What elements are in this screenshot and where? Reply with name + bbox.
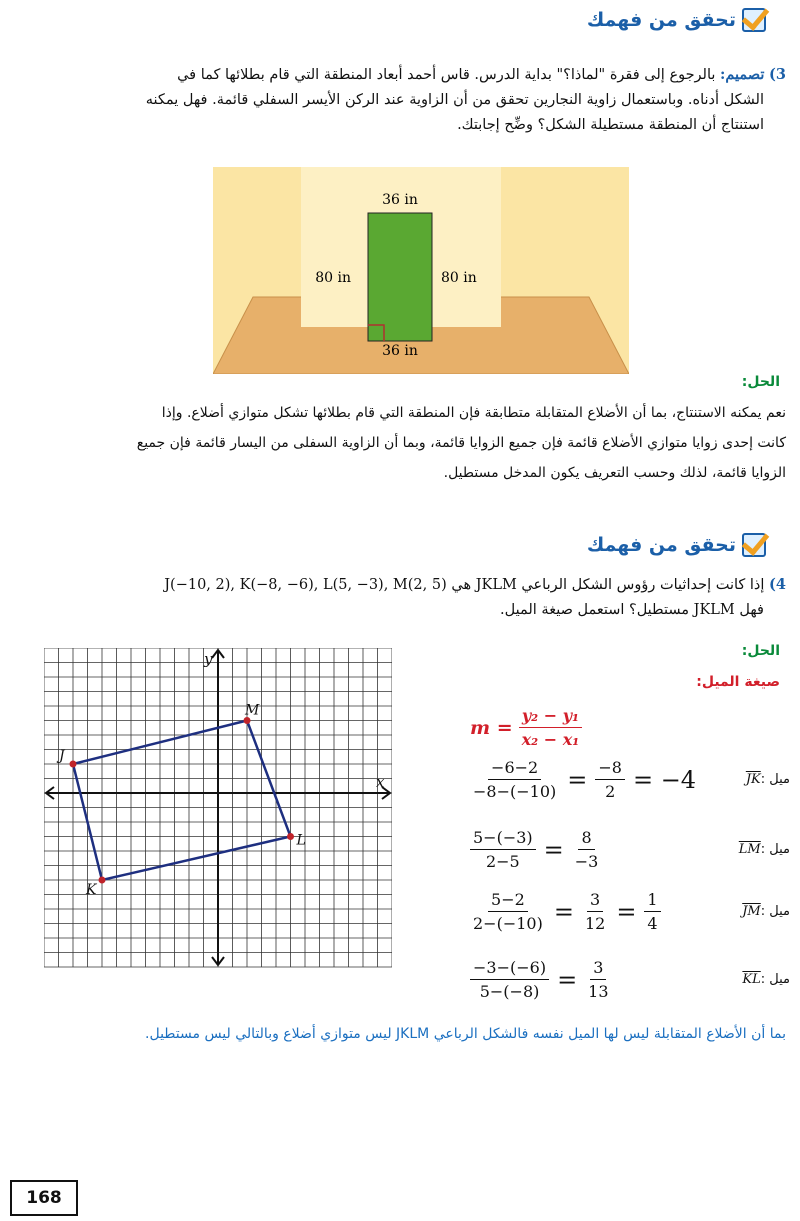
question-label: تصميم:	[720, 66, 765, 83]
quadrilateral-jklm	[73, 721, 291, 881]
numerator: −8	[595, 758, 625, 780]
solution-1-line: الزوايا قائمة، لذلك وحسب التعريف يكون المدخل مستطيل.	[443, 465, 786, 481]
numerator: 3	[587, 890, 603, 912]
top-label: 36 in	[382, 192, 418, 208]
denominator: −8−(−10)	[473, 782, 557, 801]
coordinate-graph	[44, 648, 392, 970]
segment-name: JK	[745, 772, 761, 787]
question-3-line-3: استنتاج أن المنطقة مستطيلة الشكل؟ وضِّح إجابتك.	[457, 117, 764, 133]
segment-name: JM	[742, 904, 761, 919]
numerator: 8	[578, 828, 594, 850]
slope-formula-label: صيغة الميل:	[696, 674, 780, 690]
vertex-point	[70, 761, 77, 768]
fraction	[595, 758, 625, 801]
slope-row-jk	[470, 758, 790, 801]
solution-label-2: الحل:	[741, 643, 780, 659]
equals: =	[543, 835, 564, 864]
denominator: 4	[647, 914, 658, 933]
fraction	[644, 890, 660, 933]
solution-1-line: نعم يمكنه الاستنتاج، بما أن الأضلاع المتقابلة متطابقة فإن المنطقة التي قام بطلائها تشكل متوازي أضلاع. وإذا	[161, 405, 786, 421]
numerator: −6−2	[488, 758, 541, 780]
solution-1-line: كانت إحدى زوايا متوازي الأضلاع قائمة فإن جميع الزوايا قائمة، وبما أن الزاوية السفلى من اليسار قائمة فإن جميع	[136, 435, 786, 451]
bottom-label: 36 in	[382, 343, 418, 359]
page-number: 168	[10, 1180, 78, 1216]
question-4-line-2: فهل JKLM مستطيل؟ استعمل صيغة الميل.	[500, 602, 764, 618]
formula-fraction	[519, 706, 583, 749]
label-text: ميل	[769, 904, 790, 919]
numerator: 5−(−3)	[470, 828, 536, 850]
numerator: 1	[644, 890, 660, 912]
label-text: ميل	[769, 842, 790, 857]
x-axis-label: x	[376, 773, 385, 791]
left-label: 80 in	[315, 270, 351, 286]
slope-label: ميل :LM	[738, 842, 790, 857]
question-number: 3)	[769, 66, 786, 83]
door-figure	[213, 167, 629, 374]
numerator: −3−(−6)	[470, 958, 549, 980]
denominator: 13	[588, 982, 609, 1001]
question-3-line-1	[46, 62, 786, 88]
formula-numerator: y₂ − y₁	[519, 706, 582, 728]
painted-region	[368, 213, 432, 341]
slope-formula	[470, 706, 582, 749]
question-4-line-1	[16, 572, 786, 598]
vertex-point	[287, 833, 294, 840]
slope-row-lm	[470, 828, 790, 871]
denominator: 12	[584, 914, 606, 933]
slope-label: ميل :JK	[745, 772, 790, 787]
numerator: 3	[590, 958, 606, 980]
fraction	[470, 958, 549, 1001]
question-number: 4)	[769, 576, 786, 593]
solution-label-1: الحل:	[741, 374, 780, 390]
solution-1-text	[16, 398, 786, 488]
check-understanding-header-1	[587, 8, 766, 32]
question-3	[46, 62, 786, 138]
slope-label: ميل :JM	[742, 904, 790, 919]
fraction	[585, 958, 611, 1001]
vertex-label: K	[86, 882, 97, 898]
denominator: −3	[574, 852, 599, 871]
question-4	[16, 572, 786, 623]
denominator: 2−(−10)	[473, 914, 543, 933]
header-title: تحقق من فهمك	[586, 9, 736, 31]
checkmark-icon	[742, 8, 766, 32]
result: = −4	[632, 765, 697, 794]
denominator: 5−(−8)	[479, 982, 540, 1001]
formula-denominator: x₂ − x₁	[521, 730, 580, 749]
vertex-label: M	[245, 702, 260, 719]
numerator: 5−2	[488, 890, 528, 912]
check-understanding-header-2	[587, 533, 766, 557]
segment-name: LM	[738, 842, 761, 857]
question-text: بالرجوع إلى فقرة "لماذا؟" بداية الدرس. قاس أحمد أبعاد المنطقة التي قام بطلائها كما في	[177, 67, 716, 83]
equals: =	[616, 897, 637, 926]
checkmark-icon	[742, 533, 766, 557]
denominator: 2	[605, 782, 616, 801]
conclusion-text: بما أن الأضلاع المتقابلة ليس لها الميل نفسه فالشكل الرباعي JKLM ليس متوازي أضلاع وبالتالي ليس مستطيل.	[145, 1026, 786, 1042]
question-text: إذا كانت إحداثيات رؤوس الشكل الرباعي JKLM هي J(−10, 2), K(−8, −6), L(5, −3), M(2, 5)	[164, 577, 765, 593]
fraction	[582, 890, 608, 933]
label-text: ميل	[769, 772, 790, 787]
question-3-line-2: الشكل أدناه. وباستعمال زاوية النجارين تحقق من أن الزاوية عند الركن الأيسر السفلي قائمة. فهل يمكنه	[145, 92, 764, 108]
fraction	[470, 828, 536, 871]
label-text: ميل	[769, 972, 790, 987]
slope-label: ميل :KL	[742, 972, 790, 987]
formula-lhs: m =	[470, 716, 513, 739]
y-axis-label: y	[204, 650, 213, 668]
equals: =	[567, 765, 588, 794]
right-label: 80 in	[441, 270, 477, 286]
slope-row-jm	[470, 890, 790, 933]
denominator: 2−5	[485, 852, 520, 871]
equals: =	[553, 897, 574, 926]
vertex-point	[99, 877, 106, 884]
fraction	[572, 828, 602, 871]
equals: =	[557, 965, 578, 994]
header-title: تحقق من فهمك	[586, 534, 736, 556]
slope-row-kl	[470, 958, 790, 1001]
fraction	[470, 890, 546, 933]
fraction	[470, 758, 559, 801]
segment-name: KL	[742, 972, 761, 987]
vertex-label: J	[59, 748, 65, 764]
vertex-label: L	[296, 832, 306, 849]
